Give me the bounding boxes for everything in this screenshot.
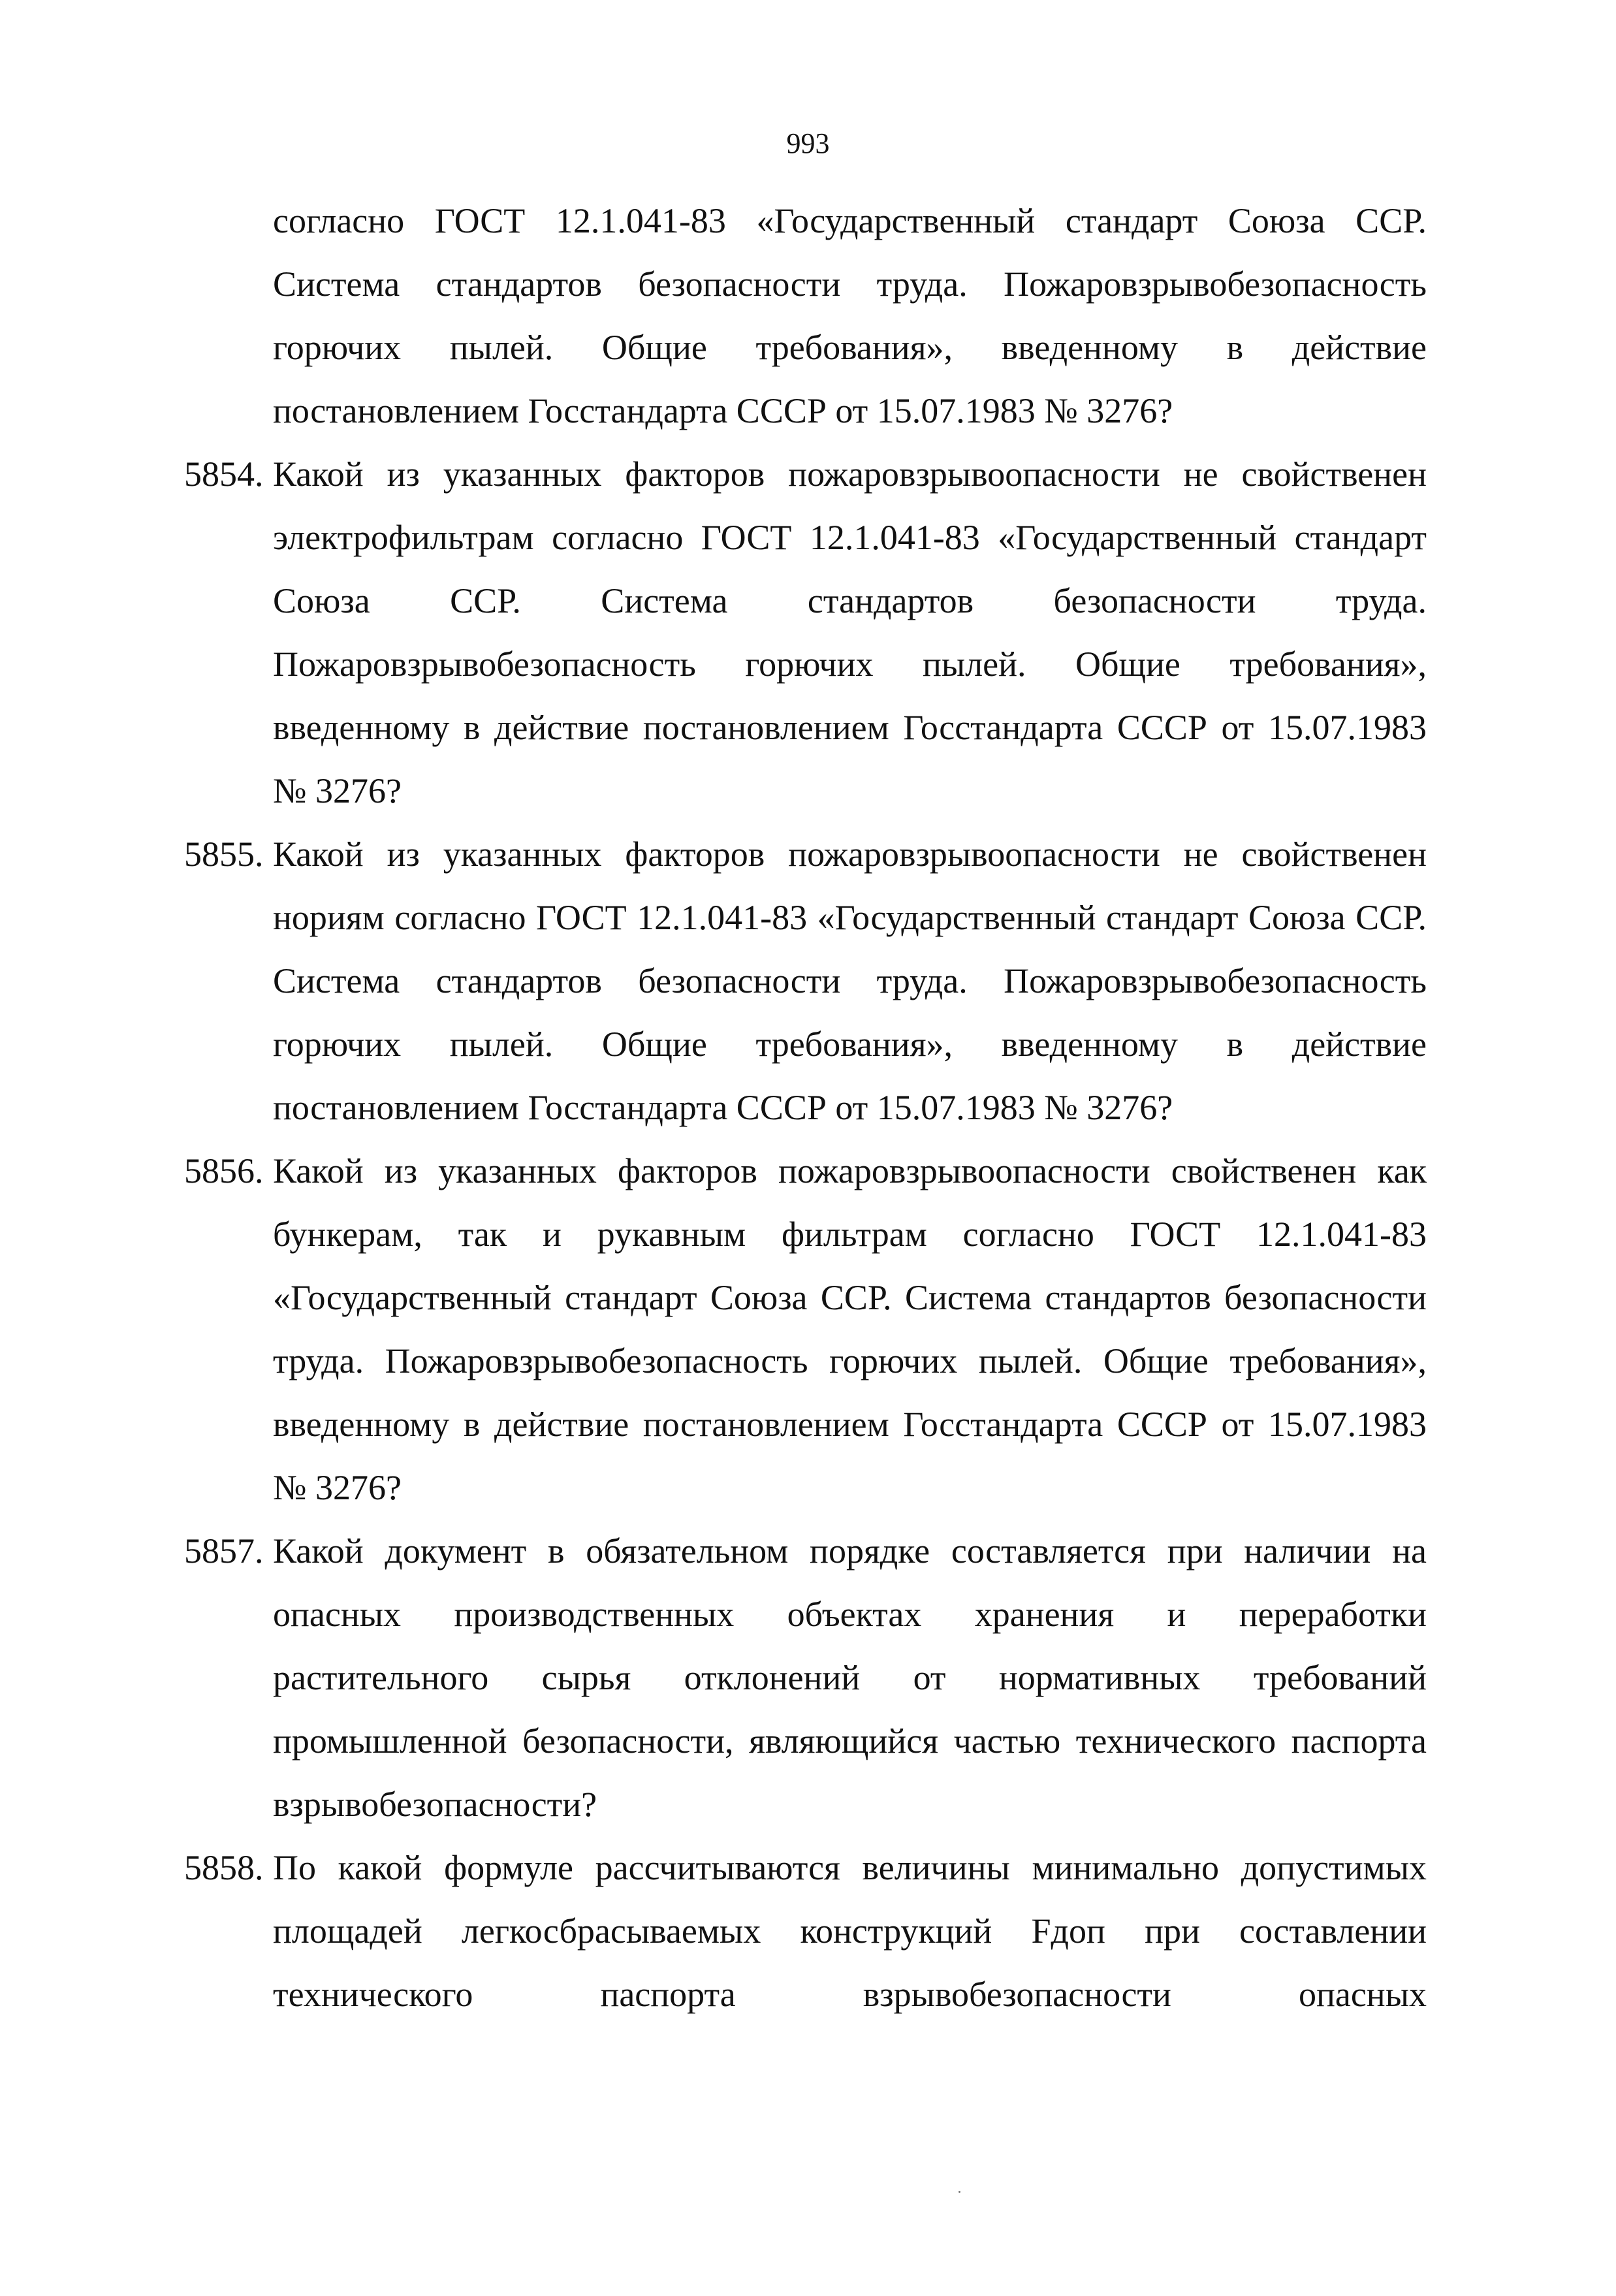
question-5854	[184, 443, 1427, 823]
question-number: 5855.	[184, 835, 264, 874]
question-text-content: Какой из указанных факторов пожаровзрывоопасности не свойственен электрофильтрам согласно ГОСТ 12.1.041-83 «Государственный стандарт Союза ССР. Система стандартов безопасности труда. Пожаровзрывобезопасность горючих пылей. Общие требования», введенному в действие постановлением Госстандарта СССР от 15.07.1983 № 3276?	[273, 454, 1427, 810]
question-number: 5856.	[184, 1151, 264, 1190]
question-text	[273, 1520, 1427, 1836]
question-text	[273, 1140, 1427, 1520]
question-text-content: По какой формуле рассчитываются величины минимально допустимых площадей легкосбрасываемых конструкций Fдоп при составлении технического паспорта взрывобезопасности опасных	[273, 1848, 1427, 2014]
scan-speck	[959, 2191, 960, 2193]
question-text	[273, 823, 1427, 1140]
document-body	[184, 189, 1427, 2026]
question-number: 5858.	[184, 1848, 264, 1887]
question-text-content: Какой из указанных факторов пожаровзрывоопасности не свойственен нориям согласно ГОСТ 12.1.041-83 «Государственный стандарт Союза ССР. Система стандартов безопасности труда. Пожаровзрывобезопасность горючих пылей. Общие требования», введенному в действие постановлением Госстандарта СССР от 15.07.1983 № 3276?	[273, 835, 1427, 1127]
question-text-content: Какой документ в обязательном порядке составляется при наличии на опасных производственных объектах хранения и переработки растительного сырья отклонений от нормативных требований промышленной безопасности, являющийся частью технического паспорта взрывобезопасности?	[273, 1531, 1427, 1824]
page-number: 993	[786, 127, 830, 159]
question-text	[273, 443, 1427, 823]
question-text-content: Какой из указанных факторов пожаровзрывоопасности свойственен как бункерам, так и рукавным фильтрам согласно ГОСТ 12.1.041-83 «Государственный стандарт Союза ССР. Система стандартов безопасности труда. Пожаровзрывобезопасность горючих пылей. Общие требования», введенному в действие постановлением Госстандарта СССР от 15.07.1983 № 3276?	[273, 1151, 1427, 1507]
question-5857	[184, 1520, 1427, 1836]
continuation-paragraph: согласно ГОСТ 12.1.041-83 «Государственный стандарт Союза ССР. Система стандартов безопасности труда. Пожаровзрывобезопасность горючих пылей. Общие требования», введенному в действие постановлением Госстандарта СССР от 15.07.1983 № 3276?	[273, 201, 1427, 430]
question-5856	[184, 1140, 1427, 1520]
question-number: 5854.	[184, 454, 264, 494]
question-number: 5857.	[184, 1531, 264, 1571]
continuation-block	[229, 189, 1427, 443]
question-5858	[184, 1836, 1427, 2026]
question-text	[273, 1836, 1427, 2026]
question-5855	[184, 823, 1427, 1140]
